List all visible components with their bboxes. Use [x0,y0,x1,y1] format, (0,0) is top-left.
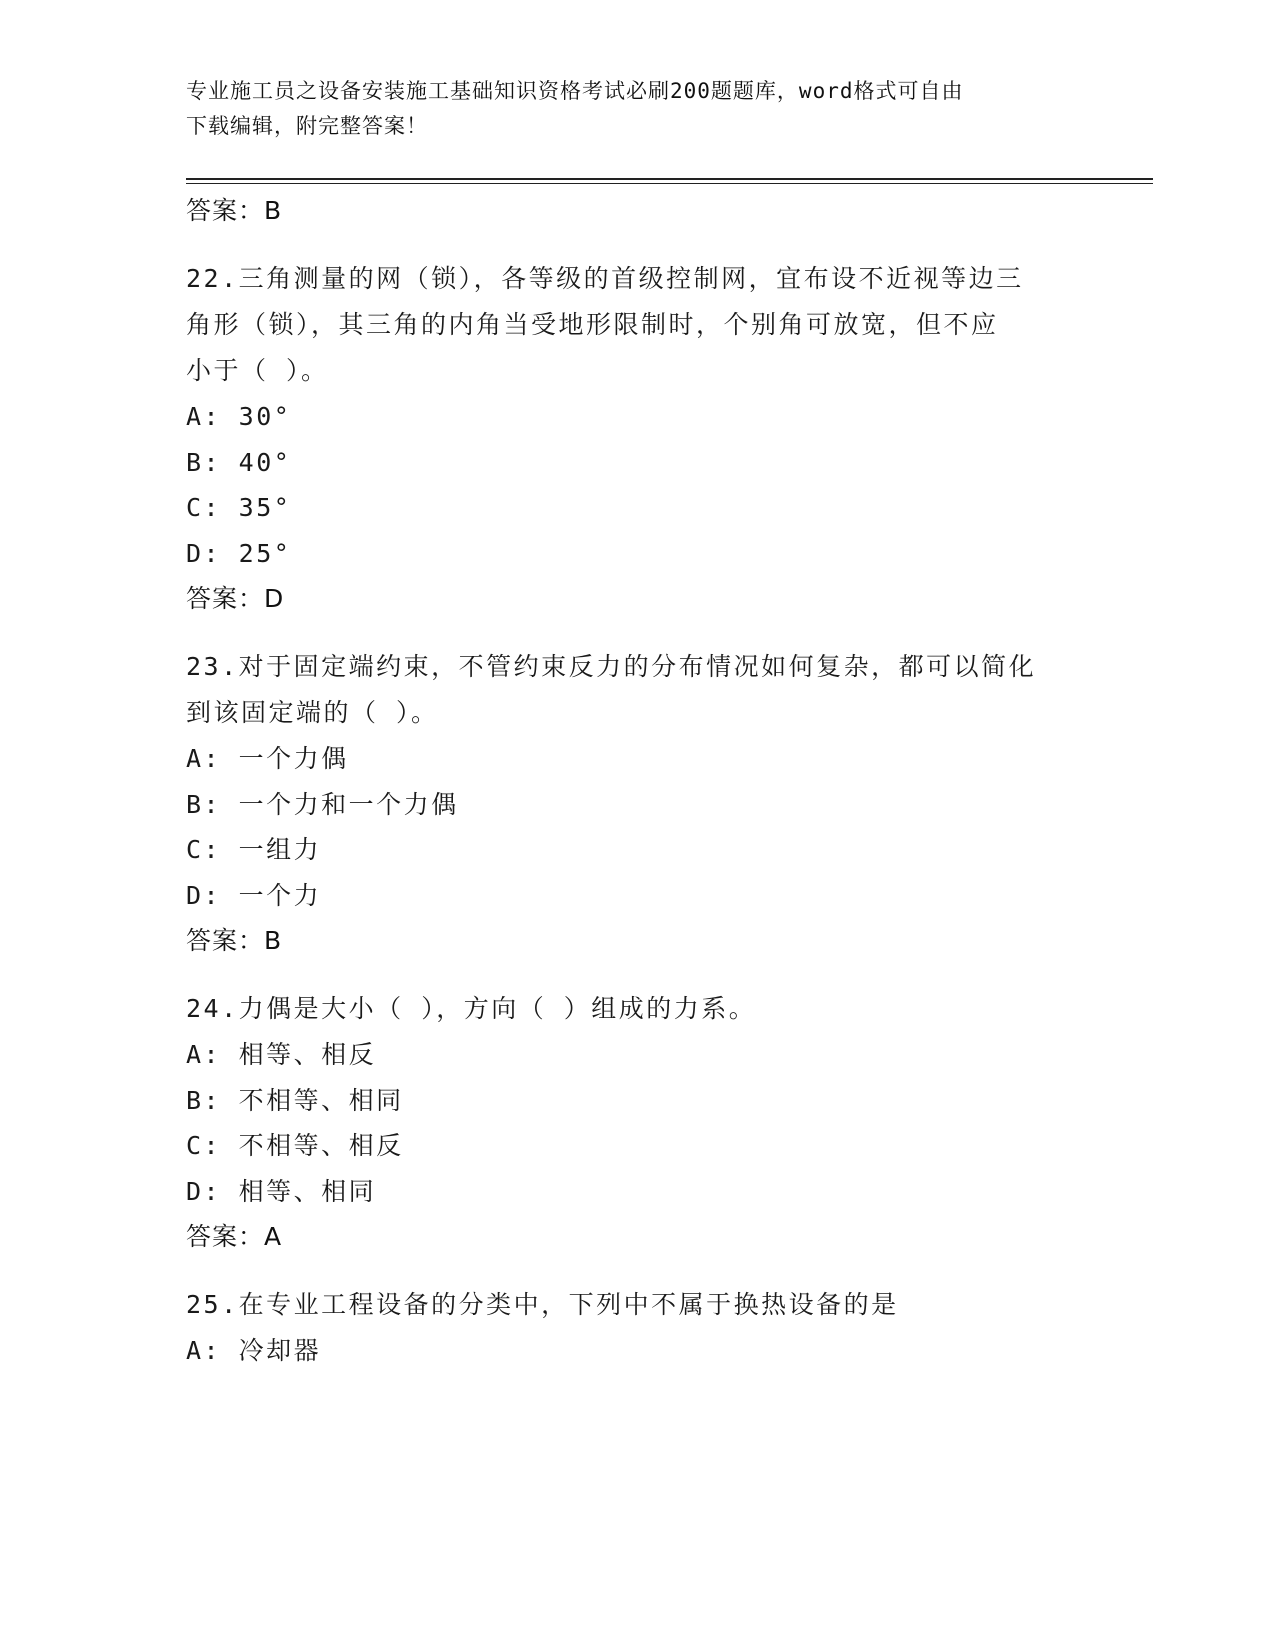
header-divider-thick [186,178,1153,180]
question-23 [186,644,1086,964]
question-list [186,188,1086,1374]
option-a: A: 冷却器 [186,1336,322,1365]
option-c: C: 35° [186,493,292,522]
option-a: A: 30° [186,402,292,431]
option-a: A: 相等、相反 [186,1040,377,1069]
question-stem-line: 小于（ ）。 [186,356,329,385]
question-stem-line: 22.三角测量的网（锁），各等级的首级控制网，宜布设不近视等边三 [186,264,1024,293]
option-d: D: 一个力 [186,880,322,910]
question-22 [186,256,1086,622]
question-stem-line: 24.力偶是大小（ ），方向（ ）组成的力系。 [186,994,757,1023]
option-b: B: 不相等、相同 [186,1085,404,1115]
document-header [186,74,1086,144]
answer-line: 答案：B [186,926,283,955]
option-c: C: 不相等、相反 [186,1131,404,1160]
option-a: A: 一个力偶 [186,744,349,773]
question-stem-line: 25.在专业工程设备的分类中，下列中不属于换热设备的是 [186,1290,899,1319]
question-stem-line: 角形（锁），其三角的内角当受地形限制时，个别角可放宽，但不应 [186,310,999,339]
option-d: D: 相等、相同 [186,1176,377,1206]
question-24 [186,986,1086,1260]
header-line-2: 下载编辑，附完整答案！ [186,114,428,138]
option-c: C: 一组力 [186,835,322,864]
question-stem-line: 23.对于固定端约束，不管约束反力的分布情况如何复杂，都可以简化 [186,652,1037,681]
question-25 [186,1282,1086,1374]
answer-line: 答案：D [186,584,285,613]
answer-line: 答案：A [186,1222,283,1251]
header-divider-thin [186,183,1153,184]
question-stem-line: 到该固定端的（ ）。 [186,698,439,727]
header-line-1: 专业施工员之设备安装施工基础知识资格考试必刷200题题库，word格式可自由 [186,79,964,103]
answer-line: 答案：B [186,196,283,225]
option-b: B: 40° [186,447,292,477]
option-b: B: 一个力和一个力偶 [186,789,459,819]
option-d: D: 25° [186,538,292,568]
